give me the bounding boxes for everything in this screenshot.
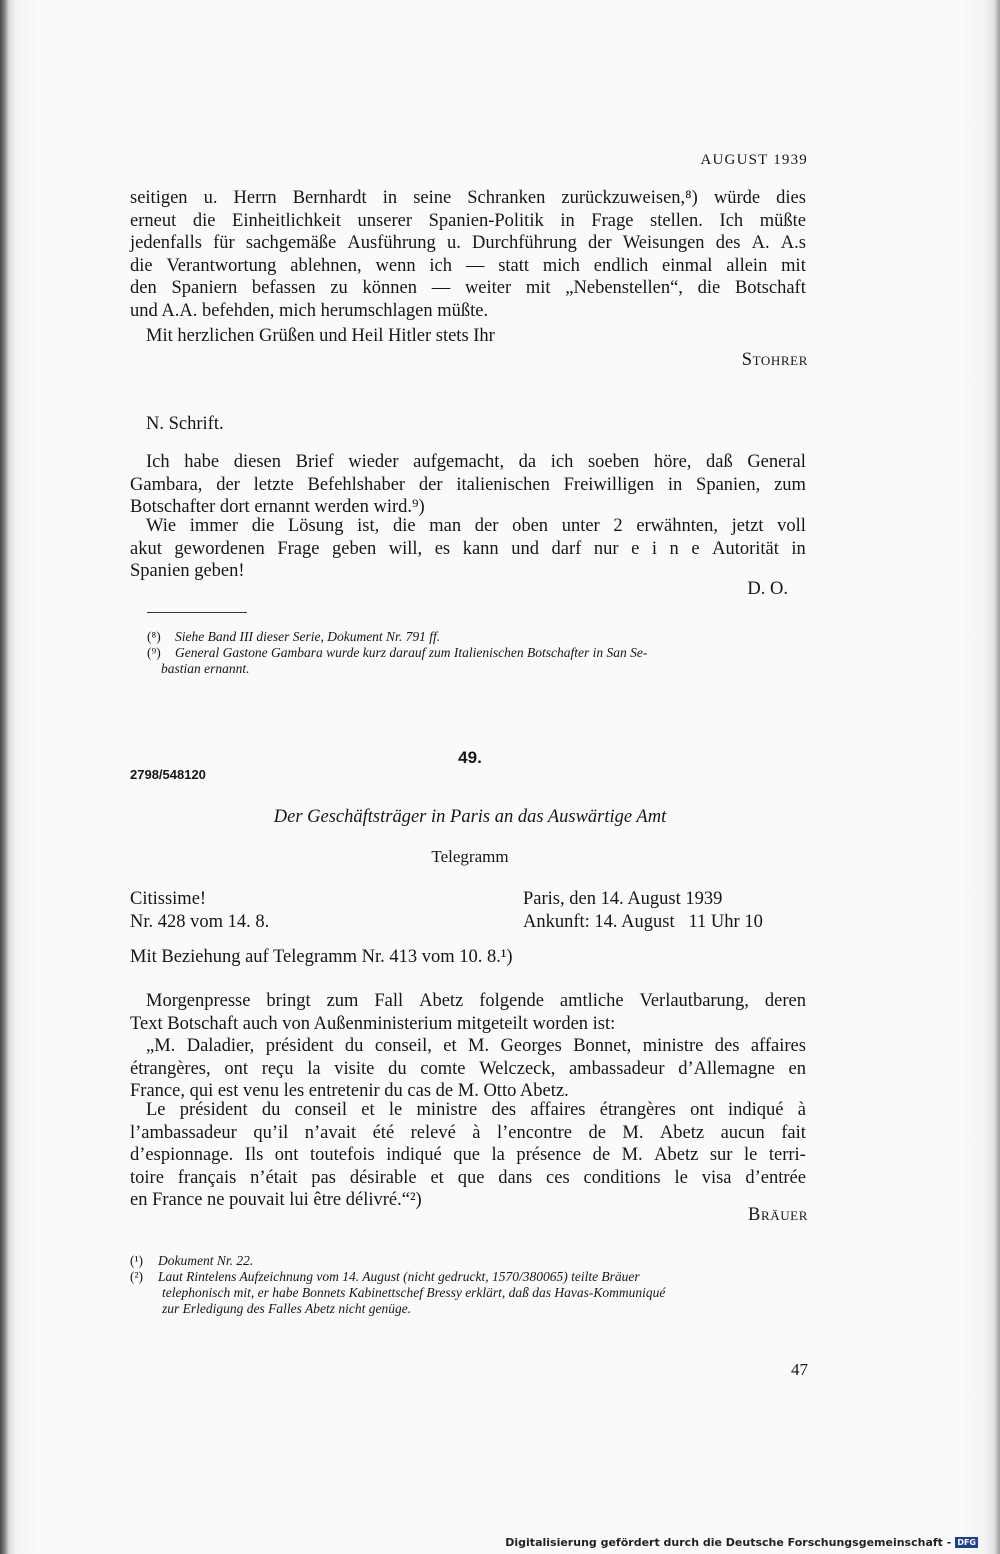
page-number: 47 [791,1360,808,1379]
text-line: Le président du conseil et le ministre des affaires étrangères ont indiqué à [146,1100,806,1120]
signature-stohrer: Stohrer [741,350,808,370]
text-line: Spanien geben! [130,561,245,581]
file-reference: 2798/548120 [130,767,206,782]
text-line: jedenfalls für sachgemäße Ausführung u. Durchführung der Weisungen des A. A.s [130,233,806,253]
postscript-paragraph-1 [130,451,806,519]
text-line: étrangères, ont reçu la visite du comte Welczeck, ambassadeur d’Allemagne en [130,1058,806,1079]
place-date: Paris, den 14. August 1939 [523,889,723,909]
telegram-number: Nr. 428 vom 14. 8. [130,911,270,932]
postscript-paragraph-2 [130,515,806,583]
text-line: den Spaniern befassen zu können — weiter mit „Nebenstellen“, die Botschaft [130,278,806,298]
footnote-1 [130,1253,810,1269]
footnote-text: Siehe Band III dieser Serie, Dokument Nr. 791 ff. [175,629,441,644]
footnote-number: (⁸) [147,629,161,644]
text-line: l’ambassadeur qu’il n’avait été relevé à l’encontre de M. Abetz aucun fait [130,1122,806,1143]
arrival-time: Ankunft: 14. August 11 Uhr 10 [523,911,763,932]
postscript-heading: N. Schrift. [146,414,224,434]
greeting: Mit herzlichen Grüßen und Heil Hitler stets Ihr [146,326,495,346]
telegram-paragraph-2 [130,1035,806,1103]
telegram-paragraph-3 [130,1099,806,1212]
footnote-text: Dokument Nr. 22. [158,1253,254,1268]
text-line: „M. Daladier, président du conseil, et M. Georges Bonnet, ministre des affaires [146,1036,806,1056]
text-line: Morgenpresse bringt zum Fall Abetz folgende amtliche Verlautbarung, deren [146,991,806,1011]
credit-text: Digitalisierung gefördert durch die Deutsche Forschungsgemeinschaft - [505,1536,952,1549]
footnote-9 [147,645,807,661]
footnote-text: Laut Rintelens Aufzeichnung vom 14. August (nicht gedruckt, 1570/380065) teilte Bräuer [158,1269,640,1284]
priority-label: Citissime! [130,889,207,909]
text-line: akut gewordenen Frage geben will, es kann und darf nur e i n e Autorität in [130,538,806,559]
footnote-text-continued: telephonisch mit, er habe Bonnets Kabinettschef Bressy erklärt, daß das Havas-Kommuniqué [162,1285,666,1300]
telegram-paragraph-1 [130,990,806,1035]
text-line: Wie immer die Lösung ist, die man der oben unter 2 erwähnten, jetzt voll [146,516,806,536]
footnote-8 [147,629,807,645]
text-line: toire français n’était pas désirable et que dans ces conditions le visa d’entrée [130,1167,806,1188]
postscript-signature: D. O. [747,579,788,599]
text-line: Gambara, der letzte Befehlshaber der italienischen Freiwilligen in Spanien, zum [130,474,806,495]
text-line: erneut die Einheitlichkeit unserer Spanien-Politik in Frage stellen. Ich müßte [130,210,806,231]
text-line: seitigen u. Herrn Bernhardt in seine Schranken zurückzuweisen,⁸) würde dies [130,188,806,208]
footnote-number: (²) [130,1269,144,1284]
digitization-credit [505,1536,978,1549]
text-line: die Verantwortung ablehnen, wenn ich — statt mich endlich einmal allein mit [130,255,806,276]
footnotes-top [147,629,807,677]
text-line: Ich habe diesen Brief wieder aufgemacht, da ich soeben höre, daß General [146,452,806,472]
text-line: d’espionnage. Ils ont toutefois indiqué que la présence de M. Abetz sur le terri- [130,1145,806,1165]
text-line: Text Botschaft auch von Außenministerium mitgeteilt worden ist: [130,1013,616,1034]
text-line: und A.A. befehden, mich herumschlagen müßte. [130,300,489,321]
document-type: Telegramm [431,847,509,866]
footnote-number: (⁹) [147,645,161,660]
telegram-meta-left [130,888,269,933]
signature-braeuer: Bräuer [748,1205,808,1225]
footnotes-bottom [130,1253,810,1317]
text-line: Botschafter dort ernannt werden wird.⁹) [130,497,425,517]
footnote-text-continued: bastian ernannt. [161,661,250,676]
running-head: AUGUST 1939 [700,152,808,168]
telegram-meta-right [523,888,763,933]
dfg-logo: DFG [957,1538,976,1547]
document-title: Der Geschäftsträger in Paris an das Auswärtige Amt [273,807,667,827]
document-number: 49. [458,748,482,767]
letter-body [130,187,806,322]
footnote-number: (¹) [130,1253,144,1268]
text-line: France, qui est venu les entretenir du cas de M. Otto Abetz. [130,1081,569,1101]
reference-line: Mit Beziehung auf Telegramm Nr. 413 vom 10. 8.¹) [130,947,513,967]
footnote-text-continued: zur Erledigung des Falles Abetz nicht genüge. [162,1301,412,1316]
text-line: en France ne pouvait lui être délivré.“²) [130,1190,422,1210]
footnote-text: General Gastone Gambara wurde kurz darauf zum Italienischen Botschafter in San Se- [175,645,648,660]
footnote-rule [147,612,247,613]
footnote-2 [130,1269,810,1285]
